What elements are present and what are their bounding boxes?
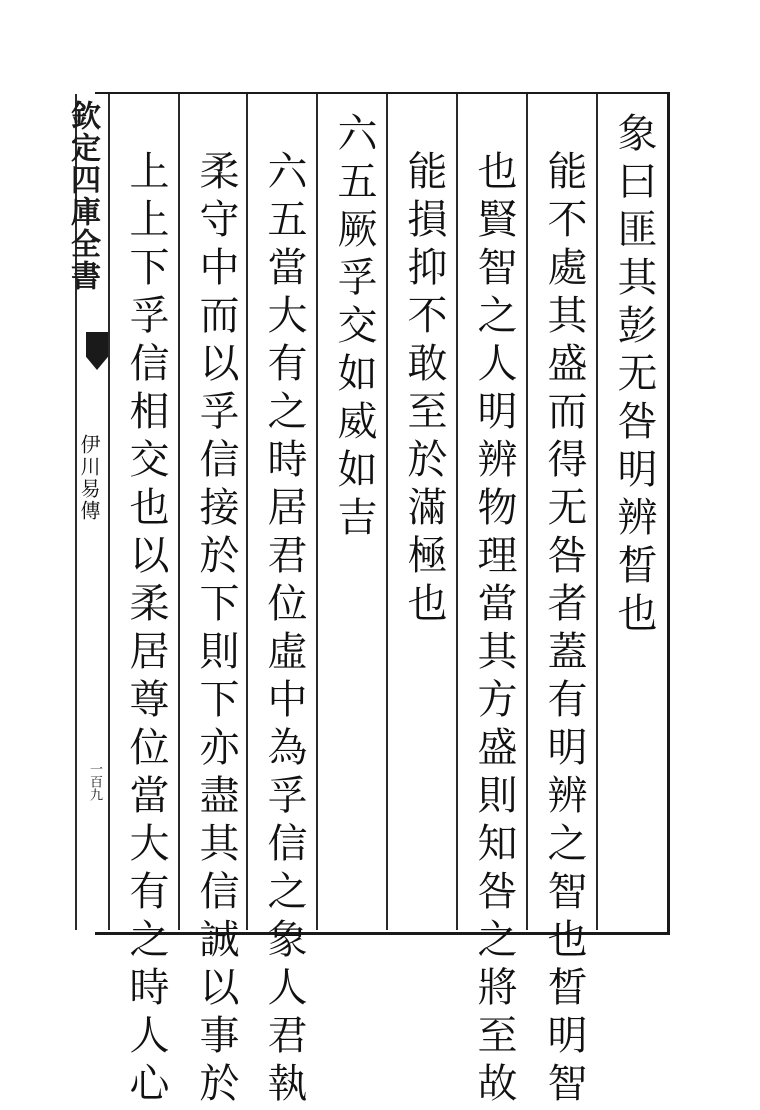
text-column-2: 能不處其盛而得无咎者蓋有明辨之智也晳明智	[541, 150, 587, 1110]
column-rule	[526, 94, 528, 930]
column-rule	[246, 94, 248, 930]
column-rule	[386, 94, 388, 930]
page-number: 一百九	[87, 762, 102, 801]
column-rule	[108, 94, 110, 930]
column-rule	[596, 94, 598, 930]
column-rule	[178, 94, 180, 930]
text-column-6: 六五當大有之時居君位虛中為孚信之象人君執	[261, 150, 307, 1110]
text-column-1: 象曰匪其彭无咎明辨晳也	[611, 112, 657, 640]
text-column-8: 上上下孚信相交也以柔居尊位當大有之時人心	[123, 150, 169, 1110]
collection-title: 欽定四庫全書	[65, 100, 100, 292]
column-rule	[456, 94, 458, 930]
text-column-5: 六五厥孚交如威如吉	[331, 112, 377, 544]
column-rule	[316, 94, 318, 930]
text-column-4: 能損抑不敢至於滿極也	[401, 150, 447, 630]
text-column-3: 也賢智之人明辨物理當其方盛則知咎之將至故	[471, 150, 517, 1110]
text-column-7: 柔守中而以孚信接於下則下亦盡其信誠以事於	[193, 150, 239, 1110]
book-title: 伊川易傳	[77, 434, 101, 522]
